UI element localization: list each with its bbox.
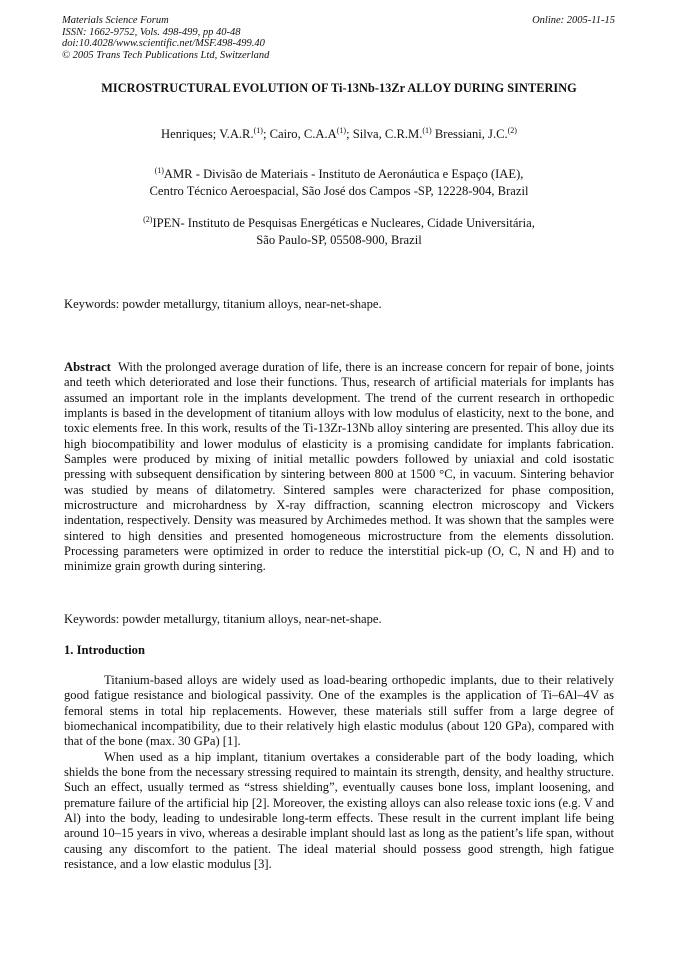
keywords-top: Keywords: powder metallurgy, titanium alloys, near-net-shape.	[64, 297, 382, 311]
affiliation-line: AMR - Divisão de Materiais - Instituto de Aeronáutica e Espaço (IAE),	[163, 167, 524, 181]
author-separator: ;	[346, 127, 353, 141]
affiliation-line: Centro Técnico Aeroespacial, São José dos Campos -SP, 12228-904, Brazil	[149, 184, 529, 198]
affiliation-1	[60, 166, 618, 200]
author-separator: ;	[262, 127, 270, 141]
body-paragraph: Titanium-based alloys are widely used as load-bearing orthopedic implants, due to their relatively good fatigue resistance and biological passivity. One of the examples is the application of Ti–6Al–4V as femoral stems in total hip replacements. However, these materials still suffer from a large degree of biomechanical incompatibility, due to their relatively high elastic modulus (about 120 GPa), compared with that of the bone (max. 30 GPa) [1].	[64, 673, 614, 749]
abstract-text: With the prolonged average duration of life, there is an increase concern for repair of bone, joints and teeth which deteriorated and lose their functions. Thus, research of artificial materials for implants has assumed an important role in the implants development. The trend of the current research in orthopedic implants is based in the development of titanium alloys with low modulus of elasticity, next to the bone, and toxic elements free. In this work, results of the Ti-13Zr-13Nb alloy sintering are presented. This alloy due its high biocompatibility and lower modulus of elasticity is a promising candidate for implants fabrication. Samples were produced by mixing of initial metallic powders followed by uniaxial and cold isostatic pressing with subsequent densification by sintering between 800 at 1500 °C, in vacuum. Sintering behavior was studied by means of dilatometry. Sintered samples were characterized for phase composition, microstructure and microhardness by X-ray diffraction, scanning electron microscopy and Vickers indentation, respectively. Density was measured by Archimedes method. It was shown that the samples were sintered to high densities and presented homogeneous microstructure from the elements dissolution. Processing parameters were optimized in order to reduce the interstitial pick-up (O, C, N and H) and to minimize grain growth during sintering.	[64, 360, 615, 574]
author-affiliation-mark: (1)	[253, 126, 263, 135]
journal-doi: doi:10.4028/www.scientific.net/MSF.498-499.40	[62, 38, 265, 50]
abstract-label: Abstract	[64, 360, 111, 374]
author-name: Cairo, C.A.A	[269, 127, 337, 141]
author-list	[40, 127, 638, 142]
author-name: Silva, C.R.M.	[352, 127, 423, 141]
affiliation-line: São Paulo-SP, 05508-900, Brazil	[256, 233, 422, 247]
author-affiliation-mark: (1)	[336, 126, 347, 135]
affiliation-line: IPEN- Instituto de Pesquisas Energéticas e Nucleares, Cidade Universitária,	[152, 216, 535, 230]
author-name: Bressiani, J.C.	[434, 127, 508, 141]
paper-title: MICROSTRUCTURAL EVOLUTION OF Ti-13Nb-13Zr ALLOY DURING SINTERING	[101, 81, 577, 95]
journal-issn: ISSN: 1662-9752, Vols. 498-499, pp 40-48	[62, 26, 241, 38]
affiliation-mark: (2)	[143, 215, 153, 224]
body-paragraph: When used as a hip implant, titanium overtakes a considerable part of the body loading, which shields the bone from the necessary stressing required to maintain its strength, density, and healthy structure. Such an effect, usually termed as “stress shielding”, eventually causes bone loss, implant loosening, and premature failure of the artificial hip [2]. Moreover, the existing alloys can also release toxic ions (e.g. V and Al) into the body, leading to undesirable long-term effects. These result in the current implant life being around 10–15 years in vivo, whereas a desirable implant should last as long as the patient’s life span, without causing any discomfort to the patient. The ideal material should possess good strength, high fatigue resistance, and a low elastic modulus [3].	[64, 749, 614, 872]
section-heading: 1. Introduction	[64, 643, 145, 657]
affiliation-mark: (1)	[154, 166, 164, 175]
keywords-bottom: Keywords: powder metallurgy, titanium alloys, near-net-shape.	[64, 612, 382, 626]
journal-header	[62, 15, 615, 61]
author-name: Henriques; V.A.R.	[161, 127, 254, 141]
affiliation-2	[60, 215, 618, 249]
introduction-body	[64, 673, 614, 872]
author-affiliation-mark: (2)	[507, 126, 517, 135]
author-affiliation-mark: (1)	[422, 126, 432, 135]
journal-copyright: © 2005 Trans Tech Publications Ltd, Switzerland	[62, 49, 270, 61]
journal-name: Materials Science Forum	[62, 15, 169, 26]
online-date: Online: 2005-11-15	[532, 15, 615, 26]
abstract	[64, 360, 614, 575]
